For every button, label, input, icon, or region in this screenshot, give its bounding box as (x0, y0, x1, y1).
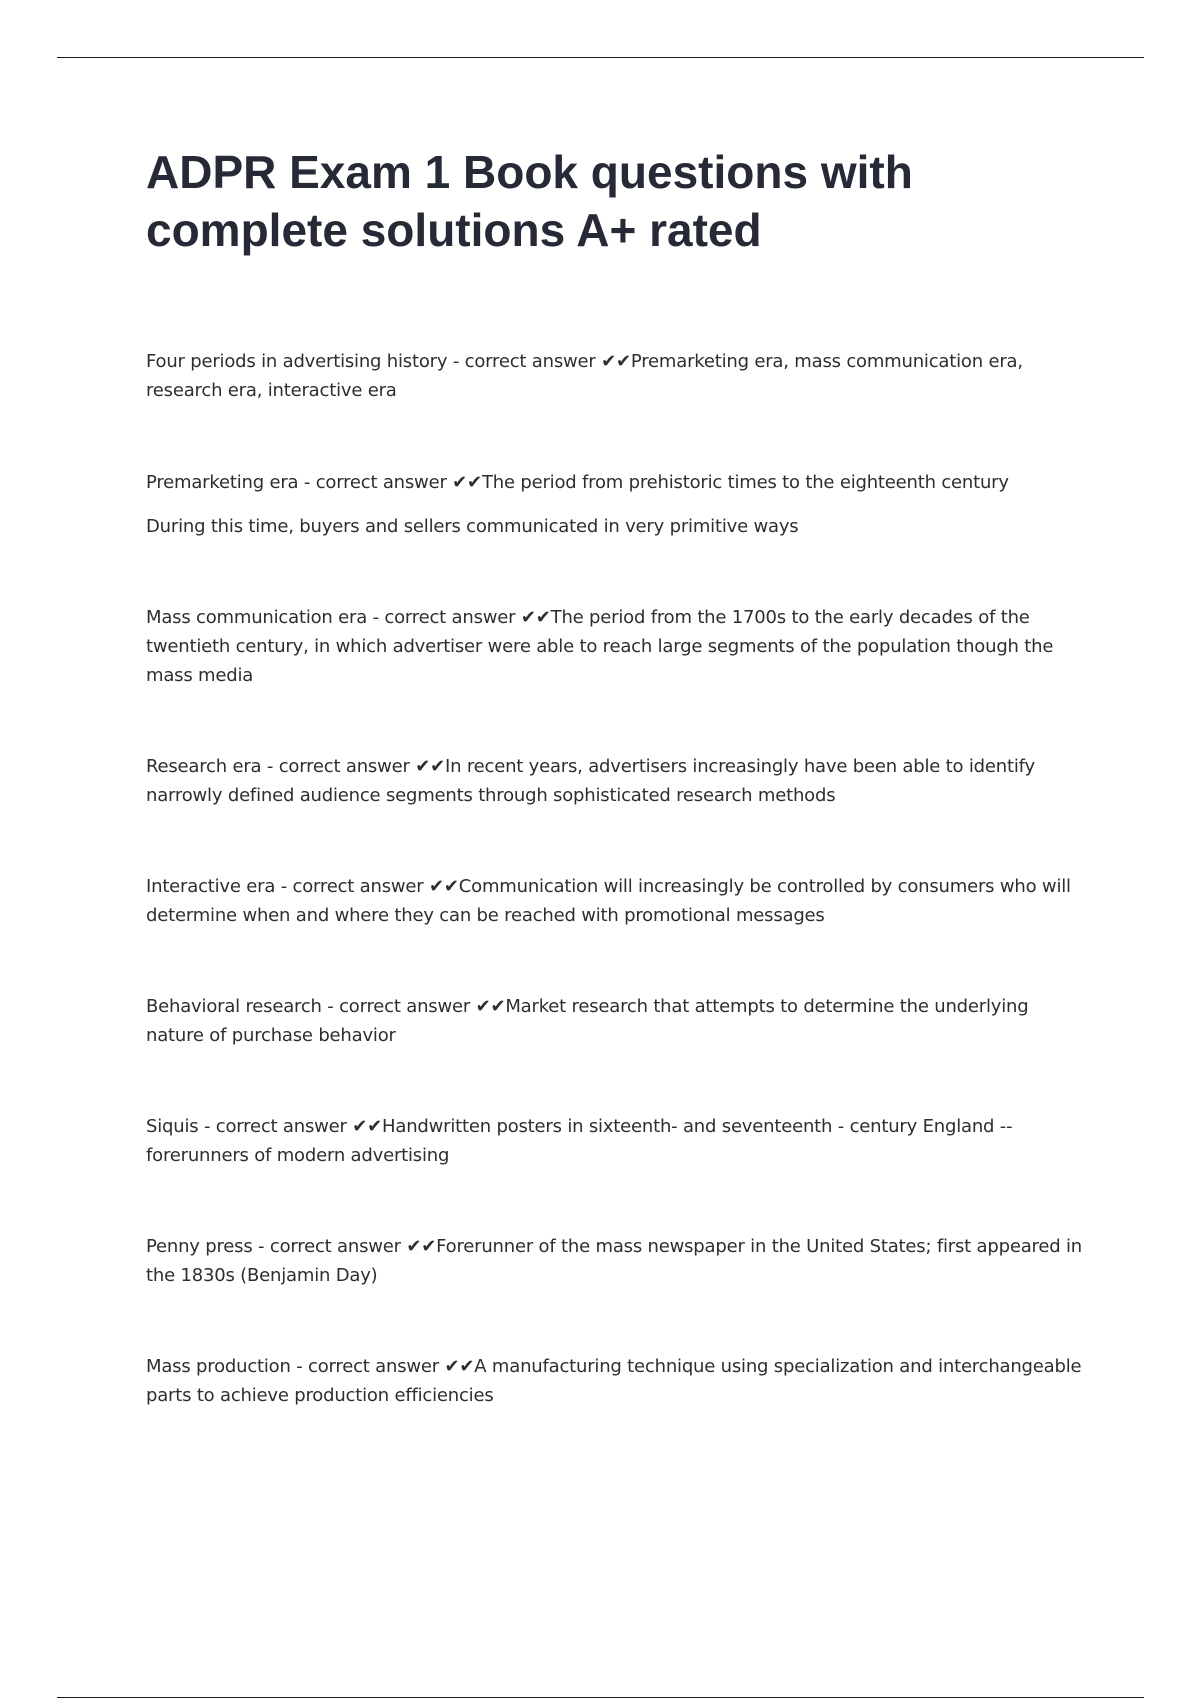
qa-entry (146, 1232, 1086, 1290)
qa-entry (146, 992, 1086, 1050)
qa-extra-text: During this time, buyers and sellers communicated in very primitive ways (146, 516, 799, 537)
qa-text: Mass communication era - correct answer ✔✔The period from the 1700s to the early decades of the twentieth century, in which advertiser were able to reach large segments of the population though the mass media (146, 607, 1054, 686)
qa-entry (146, 603, 1086, 690)
qa-text: Premarketing era - correct answer ✔✔The period from prehistoric times to the eighteenth century (146, 472, 1009, 493)
qa-text: Siquis - correct answer ✔✔Handwritten posters in sixteenth- and seventeenth - century England -- forerunners of modern advertising (146, 1116, 1013, 1166)
qa-entry (146, 468, 1086, 541)
qa-entry (146, 752, 1086, 810)
qa-entry (146, 1112, 1086, 1170)
qa-text: Penny press - correct answer ✔✔Forerunner of the mass newspaper in the United States; first appeared in the 1830s (Benjamin Day) (146, 1236, 1082, 1286)
top-rule (57, 57, 1144, 58)
qa-entry (146, 1352, 1086, 1410)
bottom-rule (57, 1697, 1144, 1698)
qa-text: Mass production - correct answer ✔✔A manufacturing technique using specialization and interchangeable parts to achieve production efficiencies (146, 1356, 1082, 1406)
qa-text: Four periods in advertising history - correct answer ✔✔Premarketing era, mass communication era, research era, interactive era (146, 351, 1023, 401)
qa-entry (146, 347, 1086, 405)
qa-text: Behavioral research - correct answer ✔✔Market research that attempts to determine the underlying nature of purchase behavior (146, 996, 1029, 1046)
qa-entry (146, 872, 1086, 930)
qa-text: Research era - correct answer ✔✔In recent years, advertisers increasingly have been able to identify narrowly defined audience segments through sophisticated research methods (146, 756, 1035, 806)
qa-text: Interactive era - correct answer ✔✔Communication will increasingly be controlled by consumers who will determine when and where they can be reached with promotional messages (146, 876, 1071, 926)
document-title: ADPR Exam 1 Book questions with complete solutions A+ rated (146, 146, 913, 256)
